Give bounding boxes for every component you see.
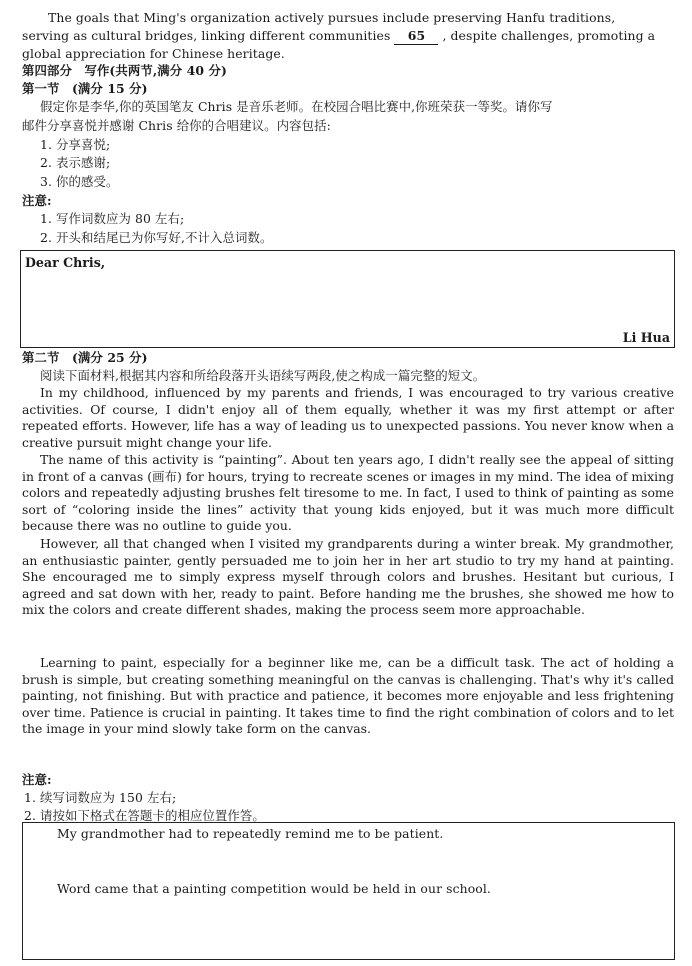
- top-para-line-2-start: serving as cultural bridges, linking different communities: [22, 28, 391, 43]
- top-para-line-2-end: , despite challenges, promoting a: [442, 28, 656, 43]
- sec1-item-3: 3. 你的感受。: [40, 174, 119, 189]
- top-para-line-3: global appreciation for Chinese heritage.: [22, 46, 285, 61]
- story-paragraph-3: However, all that changed when I visited my grandparents during a winter break. My grandmother, an enthusiastic painter, gently persuaded me to join her in her art studio to try my hand at painting. She encouraged me to simply express myself through colors and brushes. Hesitant but curious, I agreed and sat down with her, ready to paint. Before handing me the brushes, she showed me how to mix the colors and create different shades, making the process seem more approachable.: [22, 536, 674, 618]
- continuation-opening-2: Word came that a painting competition would be held in our school.: [57, 881, 491, 896]
- top-para-line-2: [22, 28, 655, 45]
- sec2-instruction: 阅读下面材料,根据其内容和所给段落开头语续写两段,使之构成一篇完整的短文。: [40, 368, 486, 383]
- email-answer-box[interactable]: [20, 250, 675, 348]
- blank-65: 65: [394, 28, 438, 45]
- sec1-note-2: 2. 开头和结尾已为你写好,不计入总词数。: [40, 230, 273, 245]
- sec1-note-1: 1. 写作词数应为 80 左右;: [40, 211, 185, 226]
- email-greeting: Dear Chris,: [25, 255, 106, 270]
- continuation-opening-1: My grandmother had to repeatedly remind me to be patient.: [57, 826, 444, 841]
- email-signature: Li Hua: [622, 330, 670, 345]
- sec1-title: 第一节 (满分 15 分): [22, 81, 148, 96]
- top-para-line-1: The goals that Ming's organization actively pursues include preserving Hanfu traditions,: [48, 10, 616, 25]
- sec2-note-2: 2. 请按如下格式在答题卡的相应位置作答。: [24, 808, 265, 823]
- sec1-prompt-line-1: 假定你是李华,你的英国笔友 Chris 是音乐老师。在校园合唱比赛中,你班荣获一等奖。请你写: [40, 99, 553, 114]
- sec1-item-1: 1. 分享喜悦;: [40, 137, 111, 152]
- part4-title: 第四部分 写作(共两节,满分 40 分): [22, 63, 227, 78]
- sec2-note-1: 1. 续写词数应为 150 左右;: [24, 790, 177, 805]
- story-paragraph-2: The name of this activity is “painting”. About ten years ago, I didn't really see the appeal of sitting in front of a canvas (画布) for hours, trying to recreate scenes or images in my mind. The idea of mixing colors and repeatedly adjusting brushes felt tiresome to me. In fact, I used to think of painting as some sort of “coloring inside the lines” activity that young kids enjoyed, but it was much more difficult because there was no outline to guide you.: [22, 452, 674, 534]
- sec2-note-label: 注意:: [22, 772, 52, 787]
- story-paragraph-4: Learning to paint, especially for a beginner like me, can be a difficult task. The act of holding a brush is simple, but creating something meaningful on the canvas is challenging. That's why it's called painting, not finishing. But with practice and patience, it becomes more enjoyable and less frightening over time. Patience is crucial in painting. It takes time to find the right combination of colors and to let the image in your mind slowly take form on the canvas.: [22, 655, 674, 737]
- continuation-answer-box[interactable]: [22, 822, 675, 960]
- sec1-prompt-line-2: 邮件分享喜悦并感谢 Chris 给你的合唱建议。内容包括:: [22, 118, 331, 133]
- sec1-note-label: 注意:: [22, 193, 52, 208]
- sec1-item-2: 2. 表示感谢;: [40, 155, 111, 170]
- story-paragraph-1: In my childhood, influenced by my parents and friends, I was encouraged to try various creative activities. Of course, I didn't enjoy all of them equally, whether it was my first attempt or after repeated efforts. However, life has a way of leading us to unexpected passions. You never know when a creative pursuit might change your life.: [22, 385, 674, 450]
- sec2-title: 第二节 (满分 25 分): [22, 350, 148, 365]
